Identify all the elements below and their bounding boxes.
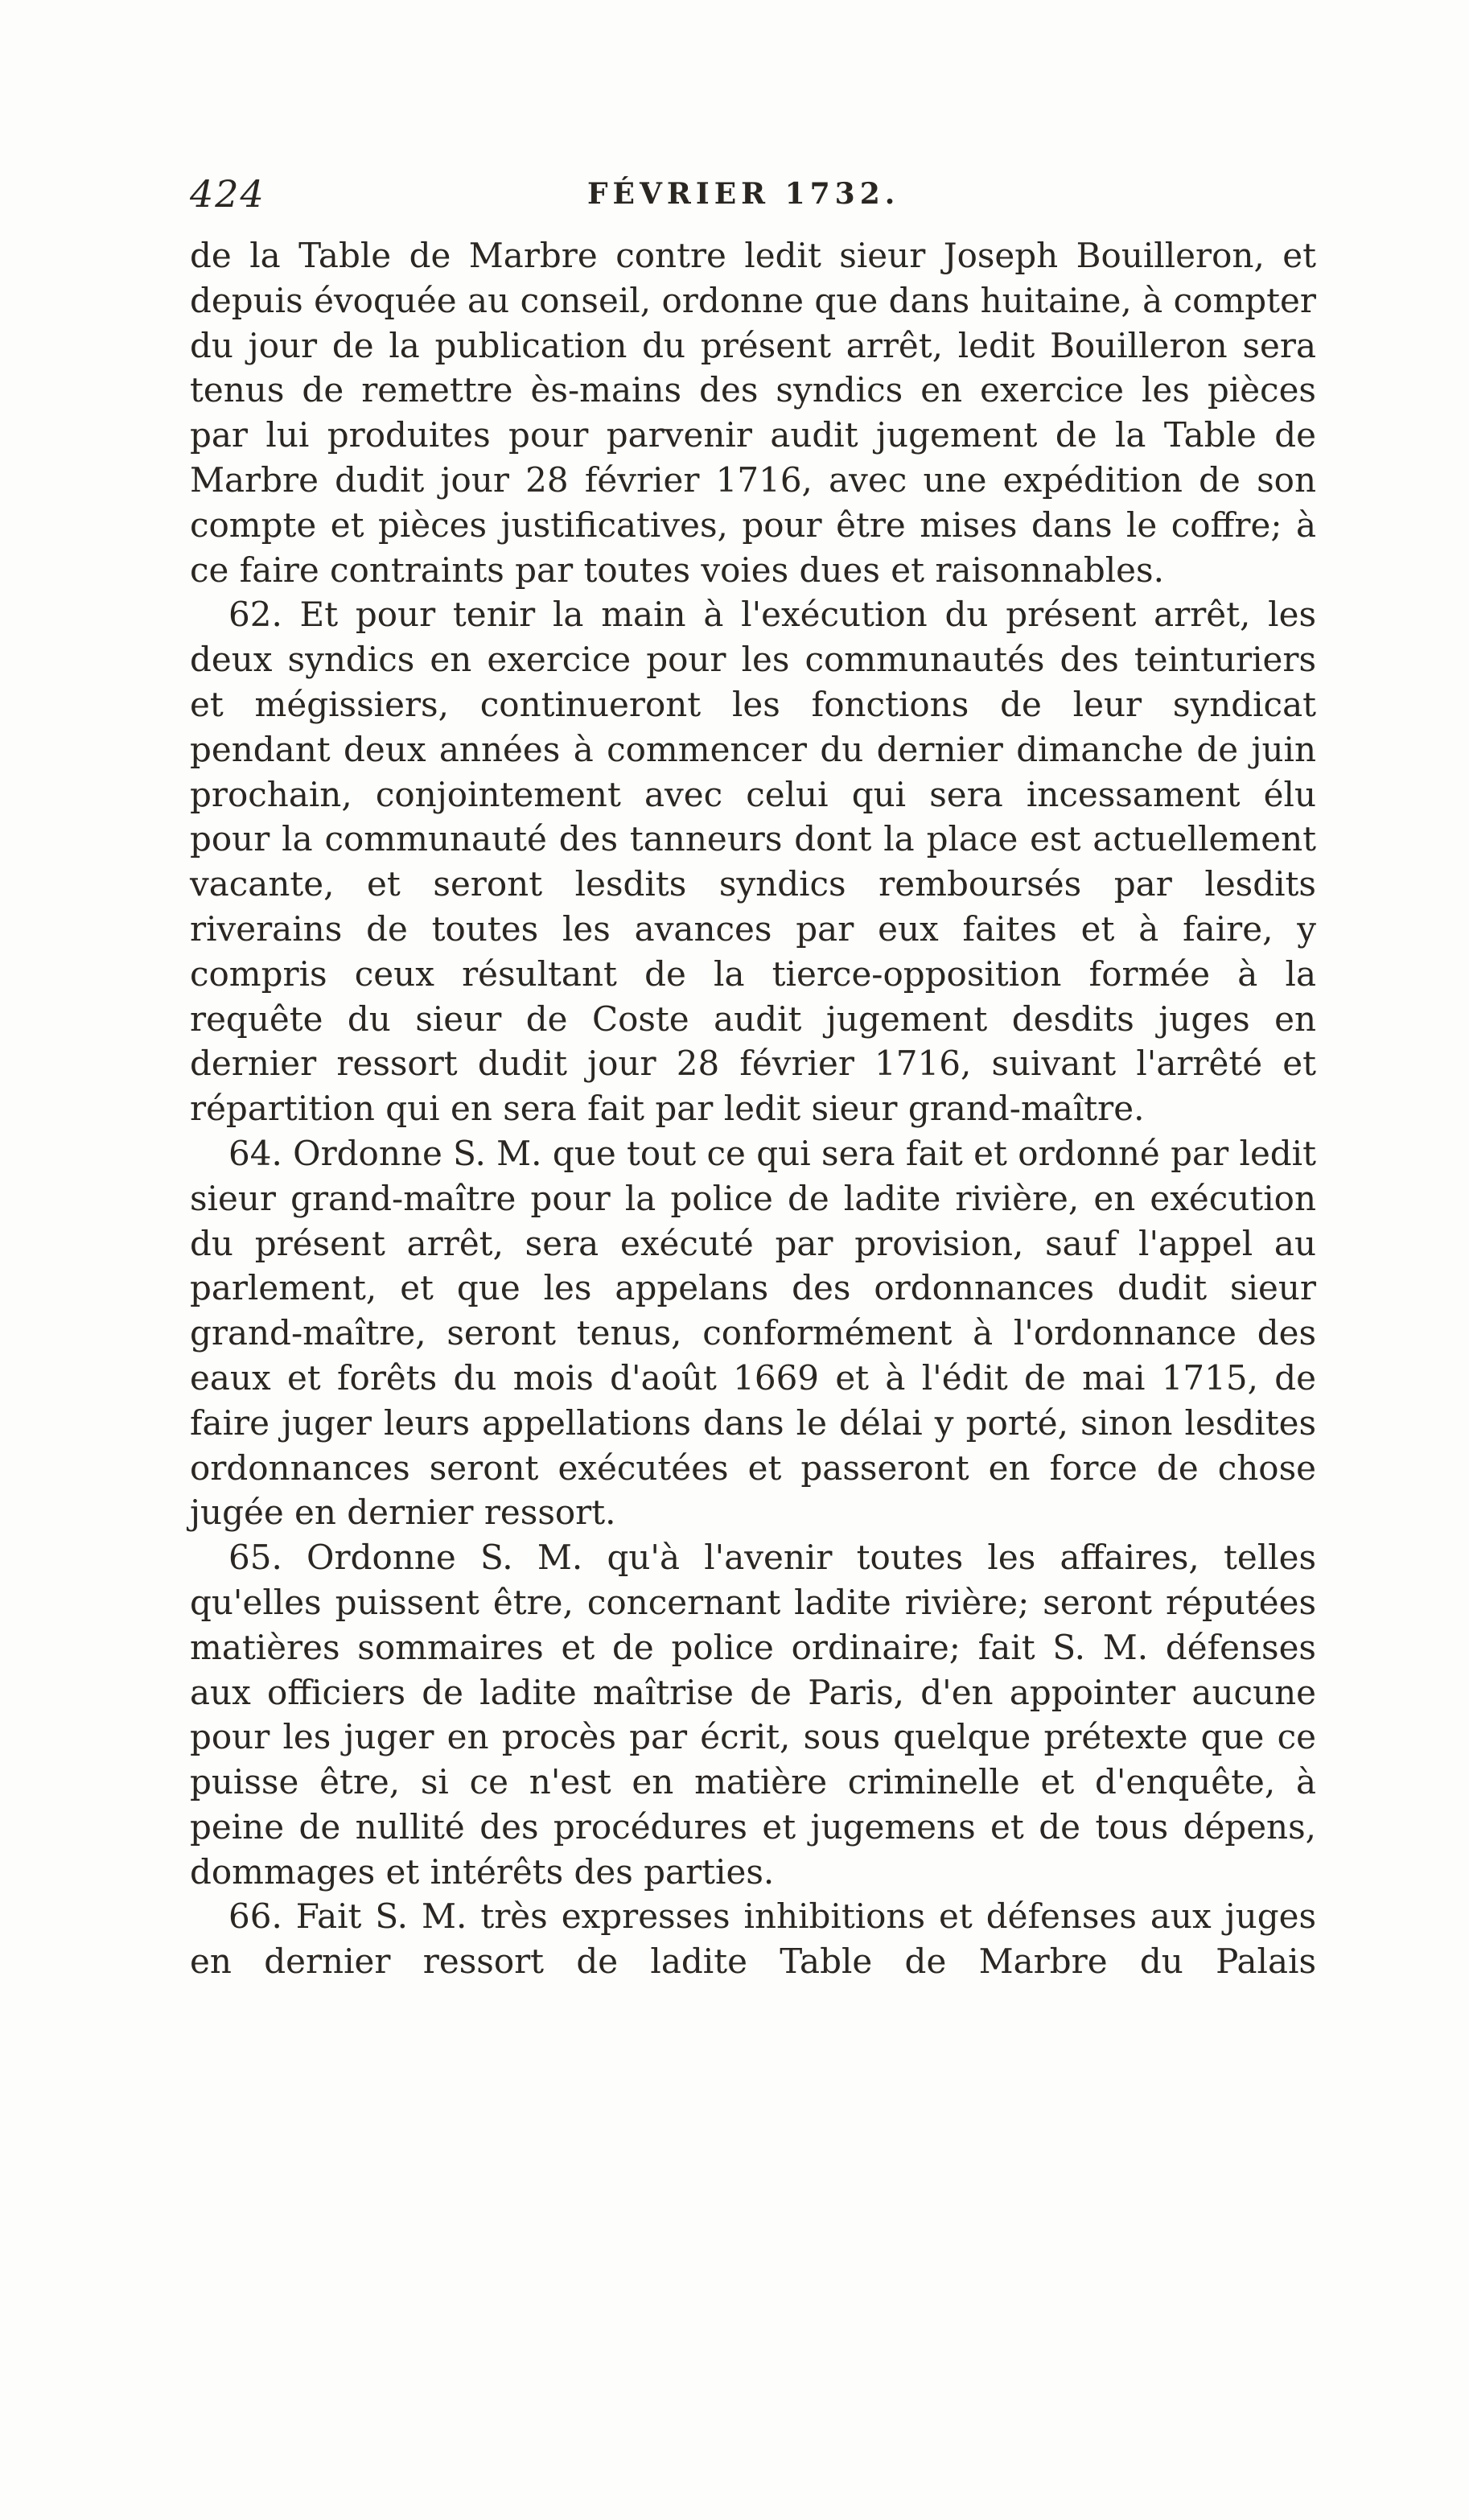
paragraph-article-62: 62. Et pour tenir la main à l'exécution du présent arrêt, les deux syndics en exercice pour les communautés des teinturiers et mégissiers, continueront les fonctions de leur syndicat pendant deux années à commencer du dernier dimanche de juin prochain, conjointement avec celui qui sera incessament élu pour la communauté des tanneurs dont la place est actuellement vacante, et seront lesdits syndics remboursés par lesdits riverains de toutes les avances par eux faites et à faire, y compris ceux résultant de la tierce-opposition formée à la requête du sieur de Coste audit jugement desdits juges en dernier ressort dudit jour 28 février 1716, suivant l'arrêté et répartition qui en sera fait par ledit sieur grand-maître. [190,595,1316,1129]
paragraph-article-64: 64. Ordonne S. M. que tout ce qui sera fait et ordonné par ledit sieur grand-maître pour la police de ladite rivière, en exécution du présent arrêt, sera exécuté par provision, sauf l'appel au parlement, et que les appelans des ordonnances dudit sieur grand-maître, seront tenus, conformément à l'ordonnance des eaux et forêts du mois d'août 1669 et à l'édit de mai 1715, de faire juger leurs appellations dans le délai y porté, sinon lesdites ordonnances seront exécutées et passeront en force de chose jugée en dernier ressort. [190,1133,1316,1533]
page-number: 424 [190,172,265,216]
page-header [190,172,1332,220]
paragraph-article-66: 66. Fait S. M. très expresses inhibitions et défenses aux juges en dernier ressort de ladite Table de Marbre du Palais [190,1896,1316,1982]
running-head: FÉVRIER 1732. [587,177,900,211]
paragraph-article-65: 65. Ordonne S. M. qu'à l'avenir toutes les affaires, telles qu'elles puissent être, concernant ladite rivière; seront réputées matières sommaires et de police ordinaire; fait S. M. défenses aux officiers de ladite maîtrise de Paris, d'en appointer aucune pour les juger en procès par écrit, sous quelque prétexte que ce puisse être, si ce n'est en matière criminelle et d'enquête, à peine de nullité des procédures et jugemens et de tous dépens, dommages et intérêts des parties. [190,1538,1316,1892]
body-text [190,233,1316,1984]
paragraph-continuation: de la Table de Marbre contre ledit sieur Joseph Bouilleron, et depuis évoquée au conseil, ordonne que dans huitaine, à compter du jour de la publication du présent arrêt, ledit Bouilleron sera tenus de remettre ès-mains des syndics en exercice les pièces par lui produites pour parvenir audit jugement de la Table de Marbre dudit jour 28 février 1716, avec une expédition de son compte et pièces justificatives, pour être mises dans le coffre; à ce faire contraints par toutes voies dues et raisonnables. [190,236,1316,590]
